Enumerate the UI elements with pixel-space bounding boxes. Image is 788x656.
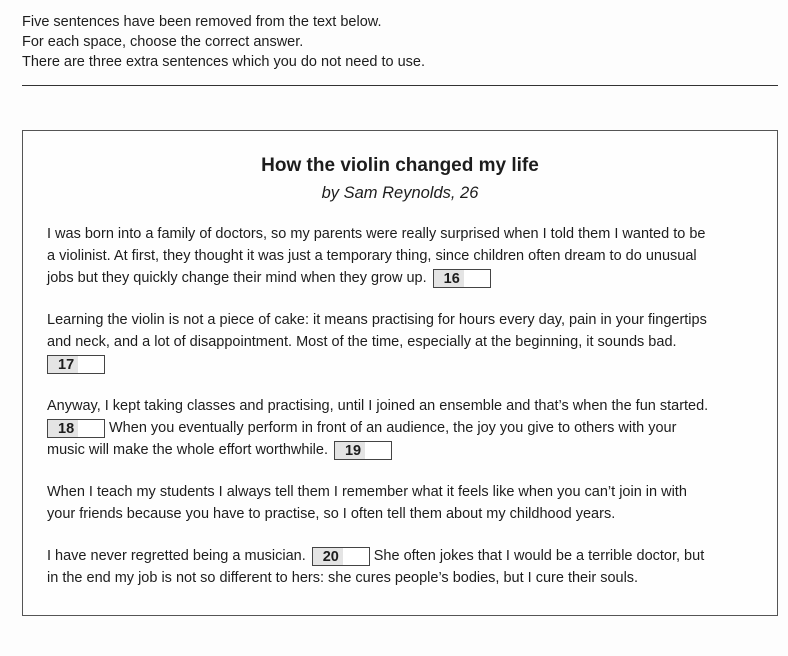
answer-gap-17[interactable]: 17: [47, 355, 105, 374]
text-segment: Anyway, I kept taking classes and practising, until I joined an ensemble and that’s when the fun started.: [47, 398, 709, 414]
text-segment: I was born into a family of doctors, so my parents were really surprised when I told them I wanted to be: [47, 226, 706, 242]
text-line: [47, 439, 767, 461]
paragraph: [47, 481, 767, 525]
article-byline: by Sam Reynolds, 26: [321, 184, 479, 202]
text-line: [47, 223, 767, 245]
text-segment: Learning the violin is not a piece of cake: it means practising for hours every day, pain in your fingertips: [47, 312, 707, 328]
text-line: [47, 545, 767, 567]
article-box: [22, 130, 778, 616]
text-line: [47, 395, 767, 417]
paragraph: [47, 223, 767, 289]
paragraph: [47, 309, 767, 375]
text-segment: and neck, and a lot of disappointment. Most of the time, especially at the beginning, it sounds bad.: [47, 334, 677, 350]
text-segment: your friends because you have to practise, so I often tell them about my childhood years.: [47, 506, 616, 522]
paragraph: [47, 395, 767, 461]
instructions: [22, 12, 425, 72]
instruction-line: Five sentences have been removed from the text below.: [22, 14, 382, 30]
text-line: [47, 267, 767, 289]
article-body: [47, 223, 767, 609]
text-line: [47, 503, 767, 525]
answer-gap-19[interactable]: 19: [334, 441, 392, 460]
text-segment: When you eventually perform in front of an audience, the joy you give to others with your: [109, 420, 677, 436]
article-title: How the violin changed my life: [261, 155, 539, 176]
paragraph: [47, 545, 767, 589]
text-segment: jobs but they quickly change their mind when they grow up.: [47, 270, 427, 286]
text-segment: music will make the whole effort worthwhile.: [47, 442, 328, 458]
text-segment: in the end my job is not so different to hers: she cures people’s bodies, but I cure their souls.: [47, 570, 639, 586]
answer-gap-16[interactable]: 16: [433, 269, 491, 288]
text-segment: When I teach my students I always tell them I remember what it feels like when you can’t join in with: [47, 484, 687, 500]
text-segment: a violinist. At first, they thought it was just a temporary thing, since children often dream to do unusual: [47, 248, 697, 264]
text-line: [47, 353, 767, 375]
text-line: [47, 481, 767, 503]
instruction-line: There are three extra sentences which you do not need to use.: [22, 54, 426, 70]
instruction-line: For each space, choose the correct answer.: [22, 34, 304, 50]
text-line: [47, 417, 767, 439]
text-line: [47, 245, 767, 267]
text-line: [47, 309, 767, 331]
text-line: [47, 331, 767, 353]
text-segment: She often jokes that I would be a terrible doctor, but: [373, 548, 705, 564]
answer-gap-20[interactable]: 20: [312, 547, 370, 566]
text-line: [47, 567, 767, 589]
divider: [22, 85, 778, 86]
answer-gap-18[interactable]: 18: [47, 419, 105, 438]
text-segment: I have never regretted being a musician.: [47, 548, 306, 564]
